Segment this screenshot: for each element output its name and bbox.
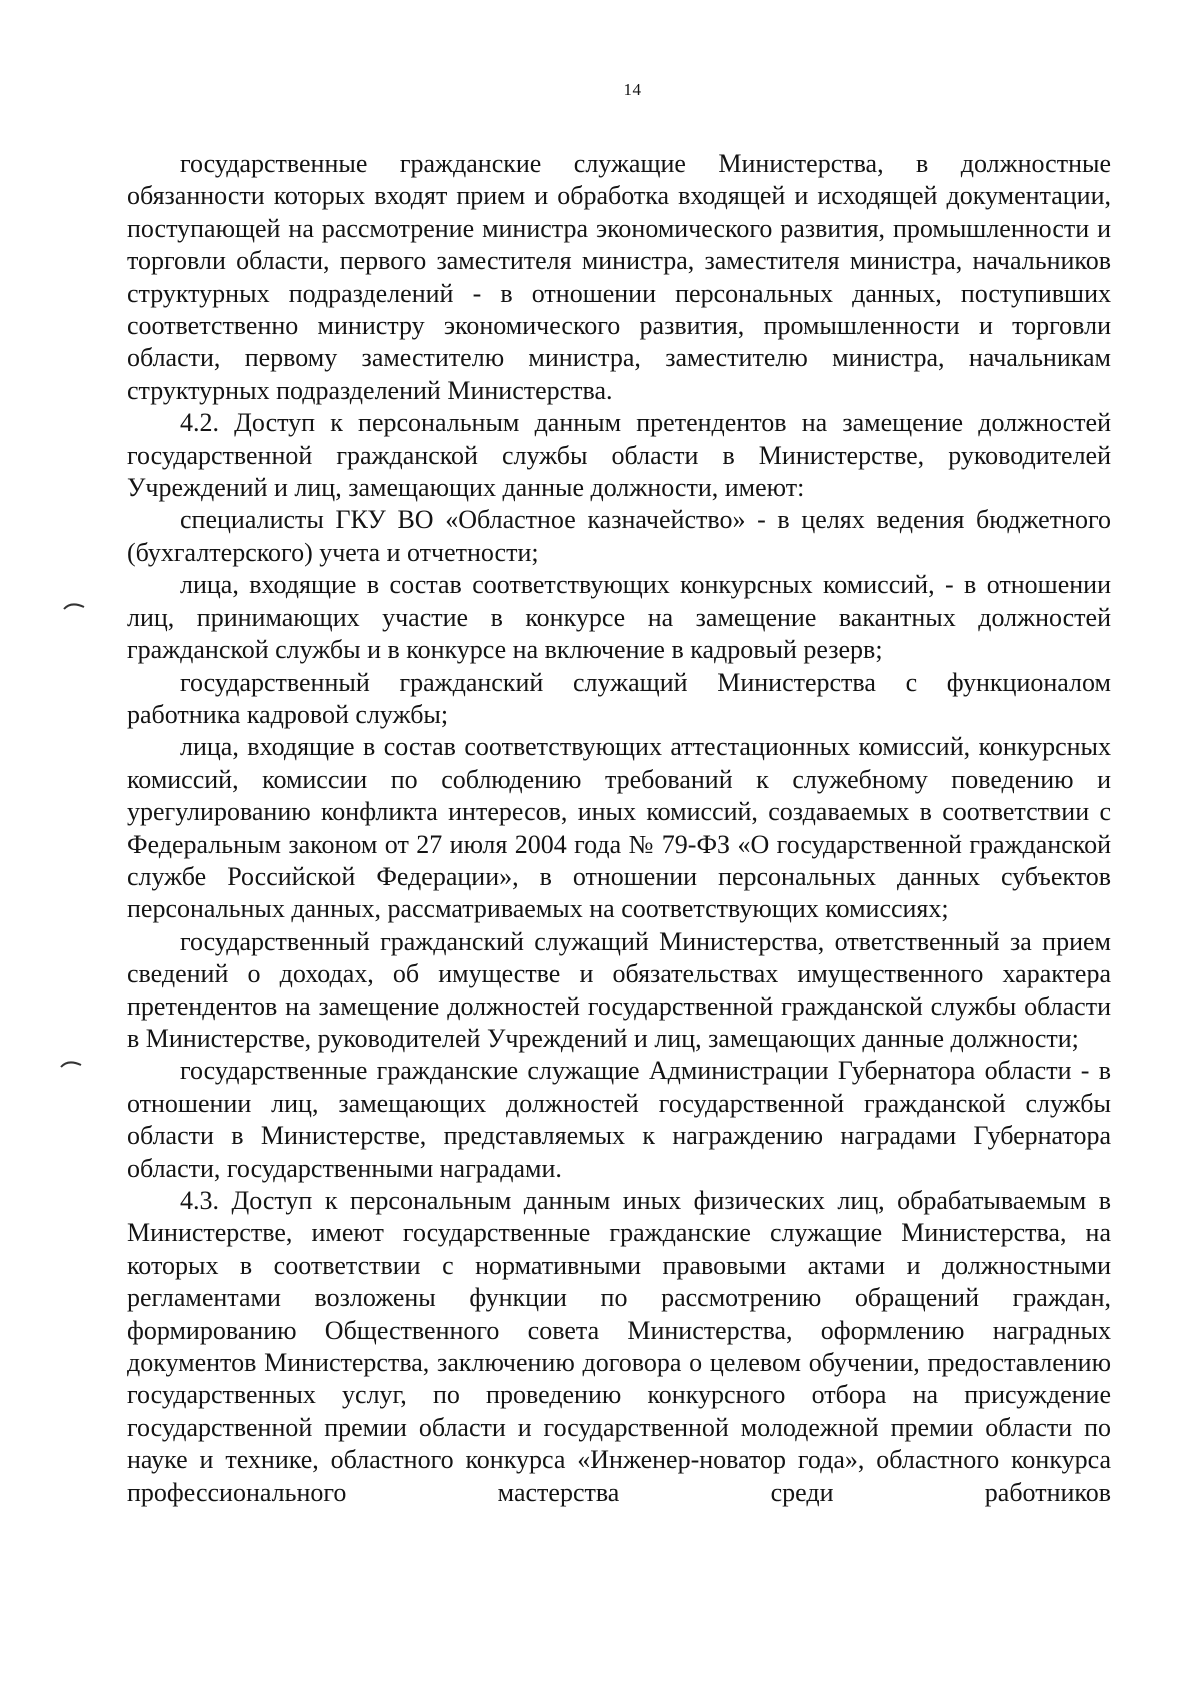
paragraph-income-declarations: государственный гражданский служащий Министерства, ответственный за прием сведений о доходах, об имуществе и обязательствах имущественного характера претендентов на замещение должностей государственной гражданской службы области в Министерстве, руководителей Учреждений и лиц, замещающих данные должности;: [127, 926, 1111, 1053]
paragraph-competition-commissions: лица, входящие в состав соответствующих конкурсных комиссий, - в отношении лиц, принимающих участие в конкурсе на замещение вакантных должностей гражданской службы и в конкурсе на включение в кадровый резерв;: [127, 570, 1111, 665]
page-number: 14: [623, 80, 642, 99]
paragraph-4-3: 4.3. Доступ к персональным данным иных физических лиц, обрабатываемым в Министерстве, имеют государственные гражданские служащие Министерства, на которых в соответствии с нормативными правовыми актами и должностными регламентами возложены функции по рассмотрению обращений граждан, формированию Общественного совета Министерства, оформлению наградных документов Министерства, заключению договора о целевом обучении, предоставлению государственных услуг, по проведению конкурсного отбора на присуждение государственной премии области и государственной молодежной премии области по науке и технике, областного конкурса «Инженер-новатор года», областного конкурса профессионального мастерства среди работников: [127, 1186, 1111, 1507]
paragraph-civil-servants-documents: государственные гражданские служащие Министерства, в должностные обязанности которых входят прием и обработка входящей и исходящей документации, поступающей на рассмотрение министра экономического развития, промышленности и торговли области, первого заместителя министра, заместителя министра, начальников структурных подразделений - в отношении персональных данных, поступивших соответственно министру экономического развития, промышленности и торговли области, первому заместителю министра, заместителю министра, начальникам структурных подразделений Министерства.: [127, 149, 1111, 405]
paragraph-attestation-commissions: лица, входящие в состав соответствующих аттестационных комиссий, конкурсных комиссий, комиссии по соблюдению требований к служебному поведению и урегулированию конфликта интересов, иных комиссий, создаваемых в соответствии с Федеральным законом от 27 июля 2004 года № 79-ФЗ «О государственной гражданской службе Российской Федерации», в отношении персональных данных субъектов персональных данных, рассматриваемых на соответствующих комиссиях;: [127, 732, 1111, 924]
paragraph-governor-administration: государственные гражданские служащие Администрации Губернатора области - в отношении лиц, замещающих должностей государственной гражданской службы области в Министерстве, представляемых к награждению наградами Губернатора области, государственными наградами.: [127, 1056, 1111, 1183]
margin-mark-2: [60, 1058, 82, 1070]
paragraph-hr-servant: государственный гражданский служащий Министерства с функционалом работника кадровой службы;: [127, 667, 1111, 729]
paragraph-4-2: 4.2. Доступ к персональным данным претендентов на замещение должностей государственной гражданской службы области в Министерстве, руководителей Учреждений и лиц, замещающих данные должности, имеют:: [127, 408, 1111, 503]
paragraph-treasury-specialists: специалисты ГКУ ВО «Областное казначейство» - в целях ведения бюджетного (бухгалтерского) учета и отчетности;: [127, 505, 1111, 567]
document-body: [127, 148, 1111, 1509]
margin-mark-1: [63, 600, 85, 612]
